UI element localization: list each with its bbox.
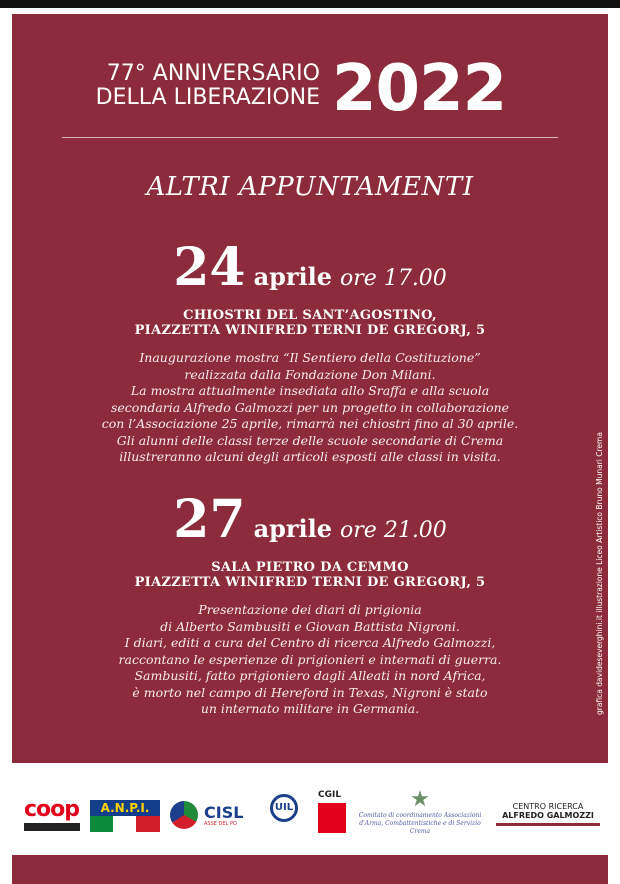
desc-line: Sambusiti, fatto prigioniero dagli Alleati in nord Africa, xyxy=(134,668,486,683)
coop-subbar xyxy=(24,823,80,831)
anniversary-line-2: DELLA LIBERAZIONE xyxy=(95,85,320,110)
top-border xyxy=(0,0,620,8)
event-place-line-2: PIAZZETTA WINIFRED TERNI DE GREGORJ, 5 xyxy=(134,575,486,590)
cgil-emblem-icon xyxy=(318,803,346,833)
anpi-logo xyxy=(90,800,160,832)
event-place xyxy=(0,308,620,338)
event-place xyxy=(0,560,620,590)
desc-line: di Alberto Sambusiti e Giovan Battista Nigroni. xyxy=(160,618,460,634)
desc-line: Presentazione dei diari di prigionia xyxy=(198,602,422,617)
centro-underline xyxy=(496,823,600,826)
year-title: 2022 xyxy=(332,52,507,126)
credit-label: grafica davideseverghini.it illustrazione Liceo Artistico Bruno Munari Crema xyxy=(595,432,604,715)
desc-line: è morto nel campo di Hereford in Texas, Nigroni è stato xyxy=(132,684,488,700)
cisl-logo xyxy=(170,801,254,831)
event-place-line-1: CHIOSTRI DEL SANT’AGOSTINO, xyxy=(183,308,437,323)
desc-line: Gli alunni delle classi terze delle scuole secondarie di Crema xyxy=(116,432,504,448)
event-date xyxy=(0,238,620,298)
cisl-wordmark: CISL xyxy=(204,803,244,822)
desc-line: un internato militare in Germania. xyxy=(200,701,420,716)
centro-ricerca-logo xyxy=(496,802,600,834)
credit-text xyxy=(584,432,604,715)
cisl-subtitle: ASSE DEL PO xyxy=(204,821,237,827)
desc-line: I diari, editi a cura del Centro di ricerca Alfredo Galmozzi, xyxy=(124,635,496,650)
cgil-logo xyxy=(318,790,348,834)
desc-line: raccontano le esperienze di prigionieri e internati di guerra. xyxy=(118,651,502,667)
desc-line: con l’Associazione 25 aprile, rimarrà nei chiostri fino al 30 aprile. xyxy=(101,416,519,431)
event-time: ore 21.00 xyxy=(340,518,447,543)
bottom-border xyxy=(12,855,608,884)
cisl-emblem-icon xyxy=(170,801,198,829)
event-day: 27 xyxy=(173,489,246,550)
event-time: ore 17.00 xyxy=(340,266,447,291)
event-place-line-1: SALA PIETRO DA CEMMO xyxy=(211,560,409,575)
event-month: aprile xyxy=(253,514,333,543)
desc-line: secondaria Alfredo Galmozzi per un progetto in collaborazione xyxy=(110,399,510,415)
italian-flag-icon xyxy=(90,816,160,832)
comitato-text: Comitato di coordinamento Associazioni d'Arma, Combattentistiche e di Servizio Crema xyxy=(358,812,482,835)
desc-line: La mostra attualmente insediata allo Sraffa e alla scuola xyxy=(130,383,490,398)
centro-line-1: CENTRO RICERCA xyxy=(512,802,584,811)
uil-logo xyxy=(264,794,308,834)
anniversary-line-1: 77° ANNIVERSARIO xyxy=(106,61,320,86)
header-divider xyxy=(62,137,558,138)
comitato-logo xyxy=(358,788,482,844)
star-icon: ★ xyxy=(410,787,430,812)
coop-logo xyxy=(24,799,80,831)
event-description xyxy=(0,350,620,466)
anniversary-text xyxy=(96,62,320,110)
anpi-wordmark: A.N.P.I. xyxy=(90,800,160,816)
centro-line-2: ALFREDO GALMOZZI xyxy=(502,811,594,820)
event-description xyxy=(0,602,620,718)
event-month: aprile xyxy=(253,262,333,291)
coop-wordmark: coop xyxy=(24,797,80,822)
event-date xyxy=(0,490,620,550)
event-place-line-2: PIAZZETTA WINIFRED TERNI DE GREGORJ, 5 xyxy=(134,323,486,338)
desc-line: Inaugurazione mostra “Il Sentiero della Costituzione” xyxy=(139,350,481,365)
event-april-27 xyxy=(0,490,620,718)
poster-header xyxy=(0,52,620,126)
cgil-wordmark: CGIL xyxy=(318,790,342,800)
desc-line: realizzata dalla Fondazione Don Milani. xyxy=(184,366,436,382)
section-title: ALTRI APPUNTAMENTI xyxy=(146,172,474,202)
event-april-24 xyxy=(0,238,620,466)
event-day: 24 xyxy=(173,237,246,298)
sponsor-logos xyxy=(12,768,608,852)
desc-line: illustreranno alcuni degli articoli esposti alle classi in visita. xyxy=(119,449,501,464)
uil-badge-icon: UIL xyxy=(270,794,298,822)
